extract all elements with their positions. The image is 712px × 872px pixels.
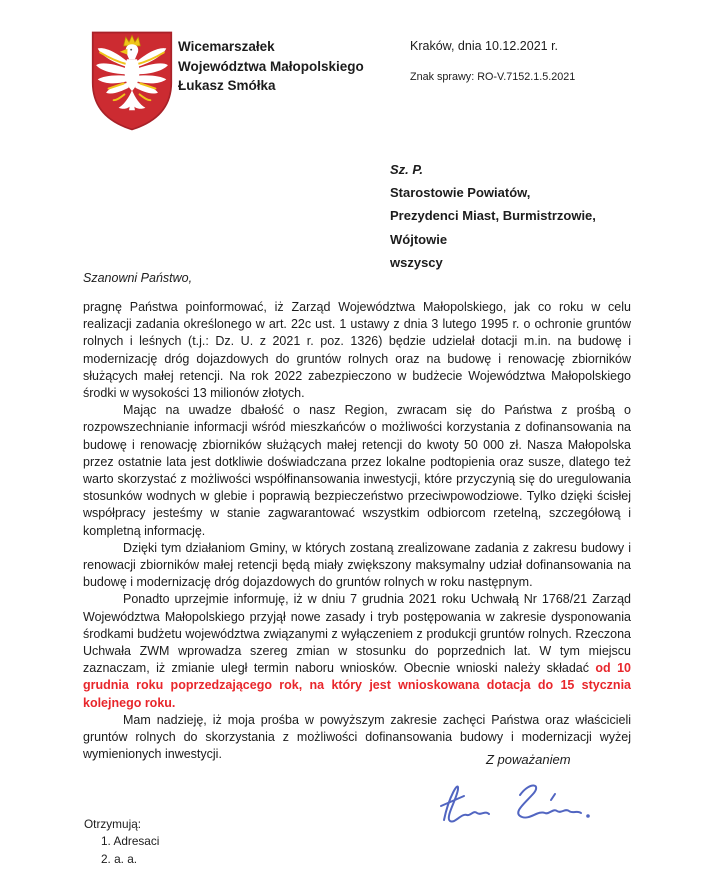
place-and-date: Kraków, dnia 10.12.2021 r.: [410, 39, 559, 53]
recipient-block: [390, 158, 596, 274]
distribution-item: 2. a. a.: [101, 851, 138, 866]
paragraph-2: Mając na uwadze dbałość o nasz Region, zwracam się do Państwa z prośbą o rozpowszechnianie informacji wśród mieszkańców o możliwości korzystania z dofinansowania na budowę i renowację zbiorników służących małej retencji do kwoty 50 000 zł. Nasza Małopolska przez ostatnie lata jest dotkliwie doświadczana przez lokalne podtopienia oraz susze, dlatego też warto skorzystać z możliwości współfinansowania inwestycji, które przyczynią się do uregulowania stosunków wodnych w glebie i poprawią bezpieczeństwo przeciwpowodziowe. Tylko dzięki ścisłej współpracy jesteśmy w stanie zagwarantować wszystkim odbiorcom rzetelną, szczegółową i kompletną informację.: [83, 403, 631, 538]
recipient-line: Starostowie Powiatów,: [390, 185, 531, 201]
paragraph-1: pragnę Państwa poinformować, iż Zarząd Województwa Małopolskiego, jak co roku w celu realizacji zadania określonego w art. 22c ust. 1 ustawy z dnia 3 lutego 1995 r. o ochronie gruntów rolnych i leśnych (t.j.: Dz. U. z 2021 r. poz. 1326) będzie udzielał dotacji m.in. na budowę i modernizację dróg dojazdowych do gruntów rolnych oraz na budowę i renowację zbiorników służących małej retencji. Na rok 2022 zabezpieczono w budżecie Województwa Małopolskiego środki w wysokości 13 milionów złotych.: [83, 300, 631, 401]
letter-body: [83, 299, 631, 763]
sender-title: Wicemarszałek: [178, 39, 275, 54]
distribution-list: [84, 816, 159, 868]
case-reference: Znak sprawy: RO-V.7152.1.5.2021: [410, 71, 576, 83]
distribution-item: 1. Adresaci: [101, 834, 160, 849]
paragraph-3: Dzięki tym działaniom Gminy, w których zostaną zrealizowane zadania z zakresu budowy i renowacji zbiorników małej retencji będą miały zwiększony maksymalny udział dofinansowania na budowę i modernizację dróg dojazdowych do gruntów rolnych w roku następnym.: [83, 540, 631, 590]
recipient-line: Prezydenci Miast, Burmistrzowie,: [390, 208, 596, 224]
greeting: Szanowni Państwo,: [83, 271, 193, 285]
handwritten-signature-icon: [430, 774, 600, 836]
paragraph-4-text: Ponadto uprzejmie informuję, iż w dniu 7 grudnia 2021 roku Uchwałą Nr 1768/21 Zarząd Województwa Małopolskiego przyjął nowe zasady i tryb postępowania w zakresie dysponowania środkami budżetu województwa związanymi z wyłączeniem z produkcji gruntów rolnych. Rzeczona Uchwała ZWM wprowadza szereg zmian w stosunku do poprzednich lat. W tym miejscu zaznaczam, iż zmianie uległ termin naboru wniosków. Obecnie wnioski należy składać: [83, 592, 631, 676]
sender-block: [178, 37, 364, 96]
malopolska-coat-of-arms-icon: [90, 30, 174, 132]
sender-name: Łukasz Smółka: [178, 78, 276, 93]
paragraph-5: Mam nadzieję, iż moja prośba w powyższym zakresie zachęci Państwa oraz właścicieli gruntów rolnych do skorzystania z możliwości dofinansowania budowy i modernizacji wyżej wymienionych inwestycji.: [83, 712, 631, 762]
recipient-line: Wójtowie: [390, 231, 448, 247]
sender-region: Województwa Małopolskiego: [178, 58, 364, 74]
valediction: Z poważaniem: [486, 752, 571, 767]
distribution-label: Otrzymują:: [84, 817, 142, 831]
recipient-line: wszyscy: [390, 254, 443, 270]
recipient-prefix: Sz. P.: [390, 162, 424, 177]
paragraph-4: [83, 591, 631, 711]
paragraph-4-deadline-highlight: od 10 grudnia roku poprzedzającego rok, na który jest wnioskowana dotacja do 15 stycznia kolejnego roku.: [83, 661, 631, 710]
